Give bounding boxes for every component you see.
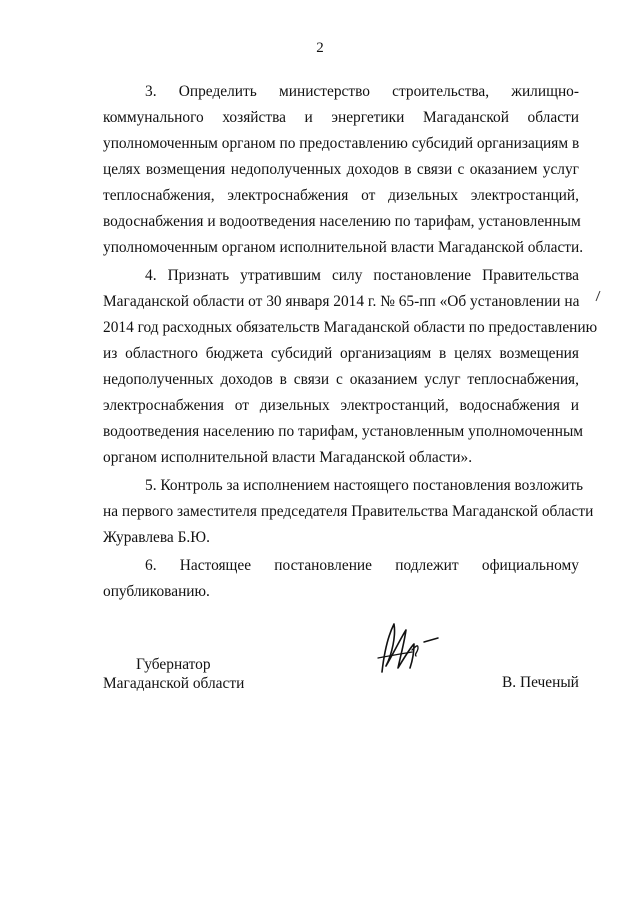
text-line: Журавлева Б.Ю.: [103, 529, 210, 546]
text-line: коммунального хозяйства и энергетики Магаданской области: [103, 109, 579, 126]
region-name: Магаданской области: [103, 675, 245, 692]
text-line: на первого заместителя председателя Правительства Магаданской области: [103, 503, 594, 520]
text-line: уполномоченным органом исполнительной власти Магаданской области.: [103, 239, 584, 256]
handwritten-signature-icon: [368, 614, 448, 684]
text-line: 2014 год расходных обязательств Магаданской области по предоставлению: [103, 319, 598, 336]
margin-mark-icon: [594, 290, 602, 302]
document-body: [103, 79, 598, 607]
paragraph-3: [103, 79, 584, 261]
paragraph-5: [103, 473, 594, 551]
text-line: целях возмещения недополученных доходов в связи с оказанием услуг: [103, 161, 579, 178]
text-line: 3. Определить министерство строительства, жилищно-: [145, 83, 579, 100]
text-line: недополученных доходов в связи с оказанием услуг теплоснабжения,: [103, 371, 579, 388]
text-line: 4. Признать утратившим силу постановление Правительства: [145, 267, 579, 284]
text-line: органом исполнительной власти Магаданской области».: [103, 449, 473, 466]
text-line: теплоснабжения, электроснабжения от дизельных электростанций,: [103, 187, 579, 204]
text-line: водоотведения населению по тарифам, установленным уполномоченным: [103, 423, 584, 440]
signer-name: В. Печеный: [502, 674, 579, 691]
text-line: 6. Настоящее постановление подлежит официальному: [145, 557, 579, 574]
text-line: Магаданской области от 30 января 2014 г. № 65-пп «Об установлении на: [103, 293, 580, 310]
signatory-title: [103, 655, 303, 693]
text-line: из областного бюджета субсидий организациям в целях возмещения: [103, 345, 579, 362]
text-line: электроснабжения от дизельных электростанций, водоснабжения и: [103, 397, 579, 414]
text-line: опубликованию.: [103, 583, 210, 600]
text-line: уполномоченным органом по предоставлению субсидий организациям в: [103, 135, 580, 152]
text-line: водоснабжения и водоотведения населению по тарифам, установленным: [103, 213, 581, 230]
position-title: Губернатор: [136, 656, 211, 673]
text-line: 5. Контроль за исполнением настоящего постановления возложить: [145, 477, 584, 494]
page-number: 2: [316, 40, 324, 56]
paragraph-6: [103, 553, 579, 605]
paragraph-4: [103, 263, 598, 471]
